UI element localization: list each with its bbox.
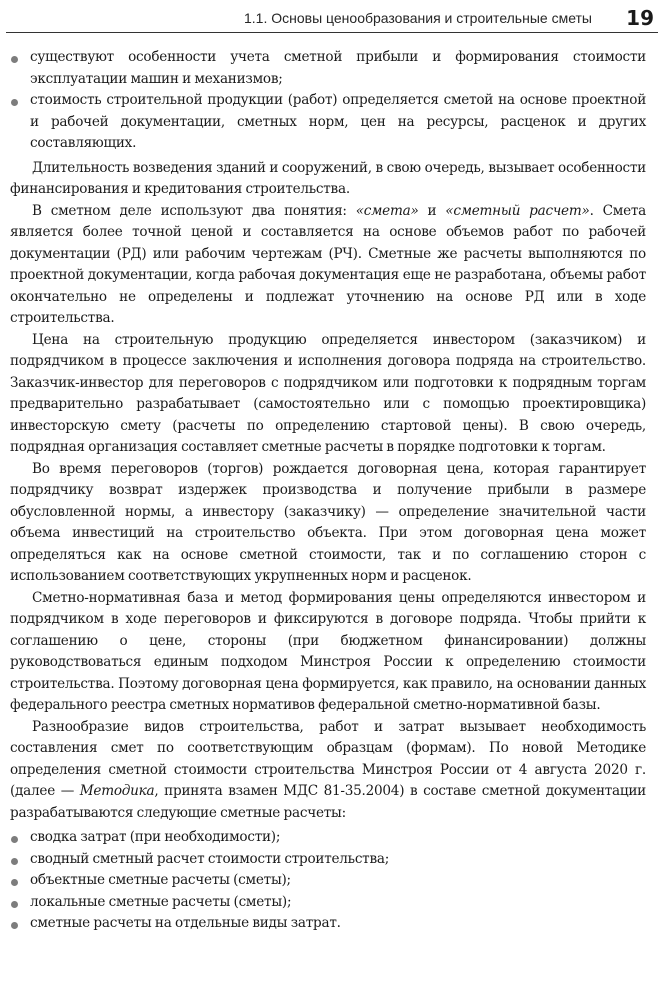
page-body (10, 47, 646, 935)
list-item (10, 90, 646, 155)
paragraph-text: Разнообразие видов строительства, работ и затрат вызывает необходимость составления смет по соответствующим образцам (формам). По новой Методике определения сметной стоимости строительства Минстроя России от 4 августа 2020 г. (далее — (10, 718, 646, 799)
paragraph-text: , принята взамен МДС 81-35.2004) в составе сметной документации разрабатываются следующие сметные расчеты: (10, 783, 646, 821)
bullet-icon (11, 56, 18, 63)
paragraph-contract-price: Во время переговоров (торгов) рождается договорная цена, которая гарантирует подрядчику возврат издержек производства и получение прибыли в размере обусловленной нормы, а инвестору (заказчику) — определение значительной части объема инвестиций на строительство объекта. При этом договорная цена может определяться как на основе сметной стоимости, так и по соглашению сторон с использованием соответствующих укрупненных норм и расценок. (10, 460, 646, 584)
bullet-icon (11, 879, 18, 886)
list-item-text: локальные сметные расчеты (сметы); (30, 893, 292, 910)
list-item (10, 892, 646, 914)
bullet-icon (11, 836, 18, 843)
list-item-text: сводный сметный расчет стоимости строительства; (30, 850, 390, 867)
bullet-icon (11, 99, 18, 106)
list-item (10, 827, 646, 849)
paragraph-construction-duration: Длительность возведения зданий и сооружений, в свою очередь, вызывает особенности финансирования и кредитования строительства. (10, 159, 646, 197)
term-metodika: Методика (79, 783, 155, 799)
bullet-icon (11, 922, 18, 929)
term-smeta: «смета» (355, 202, 419, 219)
bullet-icon (11, 858, 18, 865)
list-item-text: существуют особенности учета сметной прибыли и формирования стоимости эксплуатации машин и механизмов; (30, 49, 646, 87)
paragraph-text: В сметном деле используют два понятия: (32, 202, 356, 219)
bullet-list-features (10, 47, 646, 155)
list-item (10, 913, 646, 935)
bullet-list-estimate-types (10, 827, 646, 935)
list-item (10, 47, 646, 90)
bullet-icon (11, 901, 18, 908)
paragraph-normative-base: Сметно-нормативная база и метод формирования цены определяются инвестором и подрядчиком в ходе переговоров и фиксируются в договоре подряда. Чтобы прийти к соглашению о цене, стороны (при бюджетном финансировании) должны руководствоваться единым подходом Минстроя России к определению стоимости строительства. Поэтому договорная цена формируется, как правило, на основании данных федерального реестра сметных нормативов федеральной сметно-нормативной базы. (10, 589, 646, 713)
list-item-text: сметные расчеты на отдельные виды затрат. (30, 915, 341, 931)
list-item (10, 849, 646, 871)
paragraph-text: . Смета является более точной ценой и составляется на основе объемов работ по рабочей документации (РД) или рабочим чертежам (РЧ). Сметные же расчеты выполняются по проектной документации, когда рабочая документация еще не разработана, объемы работ окончательно не определены и подлежат уточнению на основе РД или в ходе строительства. (10, 202, 647, 326)
list-item-text: стоимость строительной продукции (работ) определяется сметой на основе проектной и рабочей документации, сметных норм, цен на ресурсы, расценок и других составляющих. (30, 92, 646, 151)
term-smetny-raschet: «сметный расчет» (445, 202, 590, 219)
paragraph-text: и (418, 202, 446, 219)
paragraph-price-determination: Цена на строительную продукцию определяется инвестором (заказчиком) и подрядчиком в процессе заключения и исполнения договора подряда на строительство. Заказчик-инвестор для переговоров с подрядчиком или подготовки к подрядным торгам предварительно разрабатывает (самостоятельно или с помощью проектировщика) инвесторскую смету (расчеты по определению стартовой цены). В свою очередь, подрядная организация составляет сметные расчеты в порядке подготовки к торгам. (10, 331, 646, 455)
header-divider (6, 32, 658, 33)
list-item (10, 870, 646, 892)
paragraph-methodology (10, 717, 646, 825)
page-number: 19 (626, 6, 654, 30)
list-item-text: объектные сметные расчеты (сметы); (30, 872, 291, 888)
paragraph-estimate-concepts (10, 201, 646, 330)
running-header (6, 4, 658, 32)
list-item-text: сводка затрат (при необходимости); (30, 829, 281, 845)
running-header-title: 1.1. Основы ценообразования и строительные сметы (243, 10, 592, 26)
